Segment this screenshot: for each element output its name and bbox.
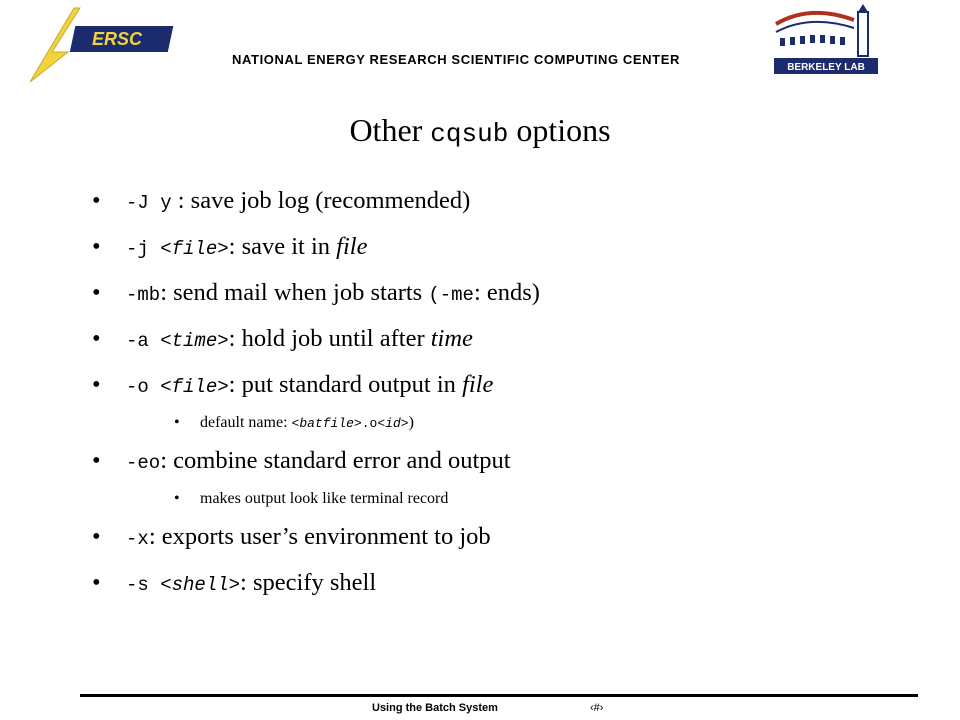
bullet-item-export <box>92 514 892 560</box>
page-number: ‹#› <box>590 702 604 714</box>
sub-bullet-default-name <box>92 408 892 438</box>
sub-bullet-code: .o <box>361 416 378 431</box>
option-code: -a <box>126 330 161 352</box>
nersc-logo <box>22 4 182 86</box>
option-code-2: (-me <box>428 284 474 306</box>
option-emph: time <box>430 325 473 352</box>
bullet-item-mail <box>92 270 892 316</box>
sub-bullet-code: <id> <box>377 416 409 431</box>
bullet-dot: • <box>92 523 101 550</box>
option-desc: : combine standard error and output <box>160 447 511 474</box>
option-desc: : send mail when job starts <box>160 279 429 306</box>
option-code: -mb <box>126 284 161 306</box>
sub-bullet-dot: • <box>174 490 180 507</box>
bullet-dot: • <box>92 279 101 306</box>
bullet-list <box>92 178 892 606</box>
organization-name: NATIONAL ENERGY RESEARCH SCIENTIFIC COMPUTING CENTER <box>232 52 680 67</box>
bullet-dot: • <box>92 233 101 260</box>
sub-bullet-text: default name: <box>200 414 292 431</box>
option-desc-2: : ends) <box>473 279 540 306</box>
option-desc: : save it in <box>228 233 337 260</box>
option-code: -j <box>126 238 161 260</box>
slide-title-code: cqsub <box>430 119 509 149</box>
option-desc: : exports user’s environment to job <box>148 523 491 550</box>
bullet-item-shell <box>92 560 892 606</box>
bullet-item-hold <box>92 316 892 362</box>
option-emph: file <box>336 233 368 260</box>
berkeley-lab-logo-text: BERKELEY LAB <box>787 62 865 73</box>
sub-bullet-terminal <box>92 484 892 514</box>
bullet-item-output <box>92 362 892 408</box>
option-code: -s <box>126 574 161 596</box>
bullet-item-combine <box>92 438 892 484</box>
bullet-dot: • <box>92 371 101 398</box>
option-desc: : hold job until after <box>228 325 431 352</box>
option-code: -x <box>126 528 149 550</box>
option-emph: file <box>462 371 494 398</box>
slide-title <box>0 112 960 149</box>
sub-bullet-text: makes output look like terminal record <box>200 490 449 507</box>
option-arg: <file> <box>160 238 229 260</box>
bullet-item-log <box>92 178 892 224</box>
option-arg: <time> <box>160 330 229 352</box>
option-code: -J y <box>126 192 172 214</box>
slide-title-pre: Other <box>349 112 431 148</box>
slide-title-post: options <box>508 112 611 148</box>
bullet-dot: • <box>92 447 101 474</box>
bullet-dot: • <box>92 569 101 596</box>
option-desc: : put standard output in <box>228 371 463 398</box>
option-code: -o <box>126 376 161 398</box>
bullet-dot: • <box>92 187 101 214</box>
footer-title: Using the Batch System <box>372 702 498 714</box>
bullet-item-logfile <box>92 224 892 270</box>
footer-divider <box>80 694 918 697</box>
bullet-dot: • <box>92 325 101 352</box>
option-desc: : specify shell <box>240 569 377 596</box>
option-arg: <file> <box>160 376 229 398</box>
option-code: -eo <box>126 452 161 474</box>
nersc-logo-text: ERSC <box>92 29 143 49</box>
option-arg: <shell> <box>160 574 241 596</box>
option-desc: : save job log (recommended) <box>171 187 471 214</box>
sub-bullet-close: ) <box>408 414 414 431</box>
sub-bullet-code: <batfile> <box>291 416 362 431</box>
sub-bullet-dot: • <box>174 414 180 431</box>
